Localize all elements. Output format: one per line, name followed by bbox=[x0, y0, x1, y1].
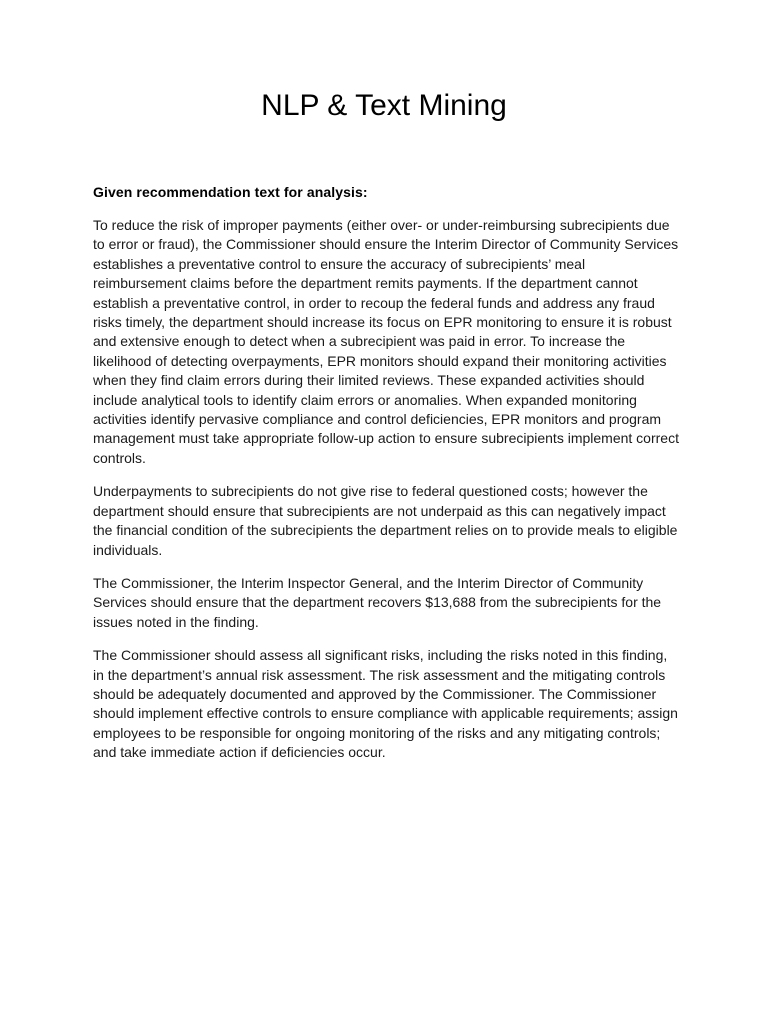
paragraph-3: The Commissioner, the Interim Inspector General, and the Interim Director of Community Services should ensure that the department recovers $13,688 from the subrecipients for the issues noted in the finding. bbox=[93, 574, 662, 630]
paragraph-1: To reduce the risk of improper payments (either over- or under-reimbursing subrecipients due to error or fraud), the Commissioner should ensure the Interim Director of Community Services establishes a preventative control to ensure the accuracy of subrecipients’ meal reimbursement claims before the department remits payments. If the department cannot establish a preventative control, in order to recoup the federal funds and address any fraud risks timely, the department should increase its focus on EPR monitoring to ensure it is robust and extensive enough to detect when a subrecipient was paid in error. To increase the likelihood of detecting overpayments, EPR monitors should expand their monitoring activities when they find claim errors during their limited reviews. These expanded activities should include analytical tools to identify claim errors or anomalies. When expanded monitoring activities identify pervasive compliance and control deficiencies, EPR monitors and program management must take appropriate follow-up action to ensure subrecipients implement correct controls. bbox=[93, 217, 679, 466]
page-title: NLP & Text Mining bbox=[261, 89, 507, 122]
document-body bbox=[93, 182, 681, 777]
paragraph-4: The Commissioner should assess all significant risks, including the risks noted in this finding, in the department’s annual risk assessment. The risk assessment and the mitigating controls should be adequately documented and approved by the Commissioner. The Commissioner should implement effective controls to ensure compliance with applicable requirements; assign employees to be responsible for ongoing monitoring of the risks and any mitigating controls; and take immediate action if deficiencies occur. bbox=[93, 647, 678, 761]
section-subheading: Given recommendation text for analysis: bbox=[93, 184, 368, 200]
paragraph-2: Underpayments to subrecipients do not give rise to federal questioned costs; however the department should ensure that subrecipients are not underpaid as this can negatively impact the financial condition of the subrecipients the department relies on to provide meals to eligible individuals. bbox=[93, 483, 678, 558]
